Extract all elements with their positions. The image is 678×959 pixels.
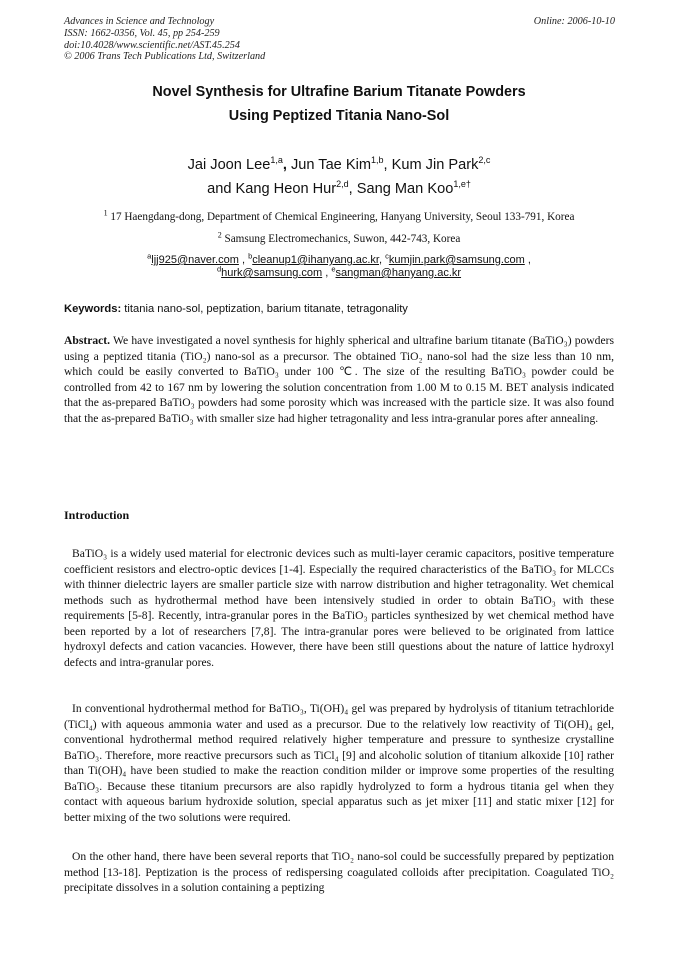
email-link[interactable]: kumjin.park@samsung.com bbox=[388, 254, 525, 266]
author-line-1 bbox=[0, 153, 678, 177]
keywords-label: Keywords: bbox=[64, 303, 122, 315]
email-marker: b bbox=[248, 251, 253, 261]
author-name: Sang Man Koo bbox=[356, 181, 454, 197]
author-affil-marker: 2,d bbox=[336, 179, 349, 190]
author-separator: , bbox=[348, 181, 357, 197]
journal-doi: doi:10.4028/www.scientific.net/AST.45.254 bbox=[64, 39, 240, 51]
author-line-2 bbox=[0, 177, 678, 201]
online-date: Online: 2006-10-10 bbox=[533, 16, 615, 27]
author-separator: , bbox=[383, 157, 392, 173]
intro-paragraph-3: On the other hand, there have been several reports that TiO₂ nano-sol could be successfully prepared by peptization method [13-18]. Peptization is the process of redispersing coagulated colloids after precipitation. Coagulated TiO₂ precipitate dissolves in a solution containing a peptizing bbox=[64, 850, 614, 895]
author-separator: , bbox=[282, 157, 291, 173]
author-affil-marker: 1,e† bbox=[453, 179, 471, 190]
affiliation-marker: 1 bbox=[103, 208, 108, 218]
affiliation-2 bbox=[0, 232, 678, 246]
affiliation-marker: 2 bbox=[217, 230, 222, 240]
email-line-2: $^d$hurk@samsung.com , $^e$sangman@hanyang.ac.kr bbox=[216, 264, 462, 279]
affiliation-1 bbox=[0, 210, 678, 224]
journal-copyright: © 2006 Trans Tech Publications Ltd, Switzerland bbox=[64, 51, 266, 63]
paper-title-line-1: Novel Synthesis for Ultrafine Barium Titanate Powders bbox=[152, 84, 526, 100]
author-name: Jun Tae Kim bbox=[290, 157, 371, 173]
email-link[interactable]: cleanup1@ihanyang.ac.kr bbox=[252, 254, 379, 266]
author-name: Kang Heon Hur bbox=[235, 181, 337, 197]
section-heading-introduction: Introduction bbox=[64, 508, 130, 522]
author-affil-marker: 2,c bbox=[478, 155, 491, 166]
email-marker: c bbox=[385, 251, 389, 261]
journal-issn: ISSN: 1662-0356, Vol. 45, pp 254-259 bbox=[64, 27, 220, 39]
abstract-text: We have investigated a novel synthesis for highly spherical and ultrafine barium titanate (BaTiO₃) powders using a peptized titania (TiO₂) nano-sol as a precursor. The obtained TiO₂ nano-sol had the size less than 10 nm, which could be easily converted to BaTiO₃ under 100 ℃. The size of the resulting BaTiO₃ powder could be controlled from 42 to 167 nm by lowering the solution concentration from 1.00 M to 0.15 M. BET analysis indicated that the as-prepared BaTiO₃ powders had some porosity which was increased with the particle size. It was also found that the as-prepared BaTiO₃ with smaller size had higher tetragonality and less intra-granular pores after annealing. bbox=[64, 334, 614, 425]
email-link[interactable]: hurk@samsung.com bbox=[221, 267, 323, 279]
journal-header bbox=[64, 16, 265, 63]
keywords bbox=[64, 302, 408, 316]
email-link[interactable]: sangman@hanyang.ac.kr bbox=[335, 267, 462, 279]
affiliation-text: 17 Haengdang-dong, Department of Chemical Engineering, Hanyang University, Seoul 133-791, Korea bbox=[107, 211, 575, 223]
author-affil-marker: 1,b bbox=[371, 155, 384, 166]
keywords-text: titania nano-sol, peptization, barium titanate, tetragonality bbox=[121, 303, 408, 315]
intro-paragraph-1: BaTiO₃ is a widely used material for electronic devices such as multi-layer ceramic capacitors, positive temperature coefficient resistors and electro-optic devices [1-4]. Especially the required characteristics of the BaTiO₃ for MLCCs with thinner dielectric layers are smaller particle size with narrow distribution and higher tetragonality. Wet chemical methods such as hydrothermal method have been intensively studied in order to obtain BaTiO₃ with these requirements [5-8]. Recently, intra-granular pores in the BaTiO₃ particles synthesized by wet chemical method have been reported by a lot of researchers [7,8]. The intra-granular pores were believed to be originated from lattice hydroxyl defects and cation vacancies. However, there have been still questions about the nature of lattice hydroxyl defects and intra-granular pores. bbox=[64, 547, 614, 669]
email-marker: d bbox=[216, 264, 222, 274]
author-affil-marker: 1,a bbox=[270, 155, 283, 166]
author-conjunction: and bbox=[207, 181, 236, 197]
intro-paragraph-2: In conventional hydrothermal method for BaTiO₃, Ti(OH)₄ gel was prepared by hydrolysis of titanium tetrachloride (TiCl₄) with aqueous ammonia water and used as a precursor. Due to the relatively low reactivity of Ti(OH)₄ gel, conventional hydrothermal method required relatively higher temperature and pressure to synthesize crystalline BaTiO₃. Therefore, more reactive precursors such as TiCl₄ [9] and alcoholic solution of titanium alkoxide [10] rather than Ti(OH)₄ have been studied to make the reaction condition milder or improve some properties of the resulting BaTiO₃. Because these titanium precursors are also rapidly hydrolyzed to form a hydrous titania gel when they contact with aqueous barium hydroxide solution, special apparatus such as jet mixer [11] and static mixer [12] for better mixing of the two solutions were required. bbox=[64, 702, 614, 824]
email-marker: e bbox=[331, 264, 336, 274]
author-name: Jai Joon Lee bbox=[187, 157, 271, 173]
author-name: Kum Jin Park bbox=[391, 157, 479, 173]
journal-name: Advances in Science and Technology bbox=[64, 16, 215, 27]
abstract-label: Abstract. bbox=[64, 334, 111, 347]
paper-title-line-2: Using Peptized Titania Nano-Sol bbox=[228, 108, 450, 124]
affiliation-text: Samsung Electromechanics, Suwon, 442-743, Korea bbox=[221, 233, 461, 245]
email-link[interactable]: ljj925@naver.com bbox=[151, 254, 239, 266]
email-line-1: $^a$ljj925@naver.com , $^b$cleanup1@ihanyang.ac.kr, $^c$kumjin.park@samsung.com , bbox=[147, 251, 531, 266]
abstract bbox=[64, 333, 614, 426]
email-marker: a bbox=[147, 251, 152, 261]
